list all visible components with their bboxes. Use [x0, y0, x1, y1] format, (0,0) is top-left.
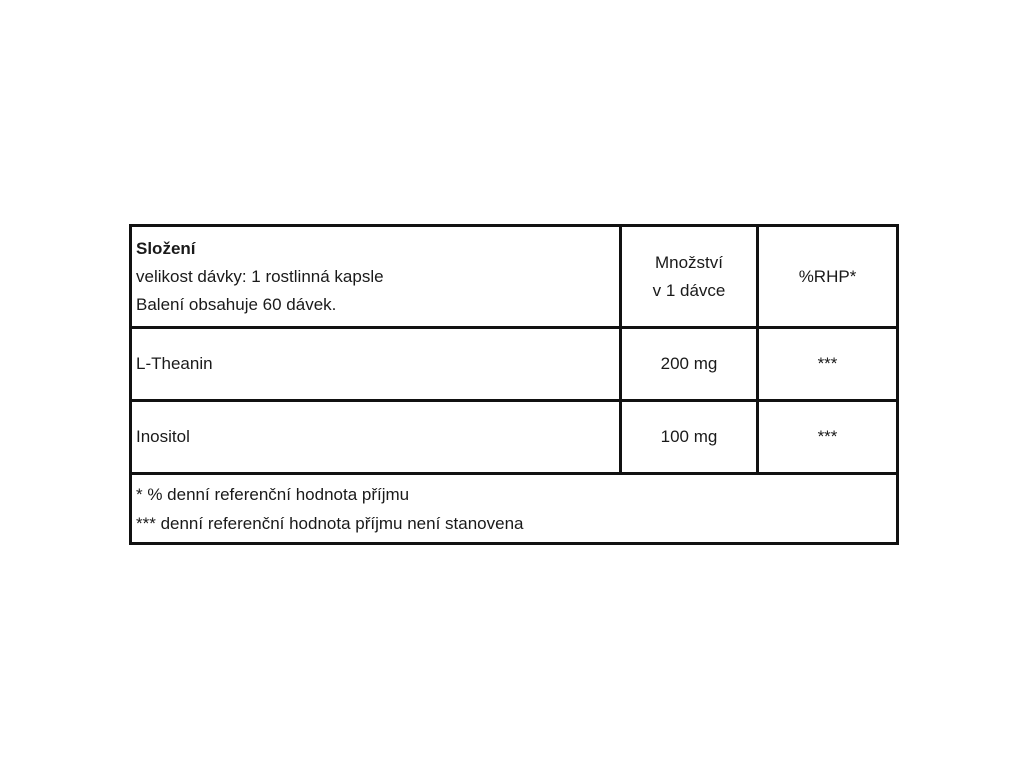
amount-header-line1: Množství [654, 252, 724, 272]
table-footer-row [131, 474, 898, 544]
ingredient-name-cell [131, 401, 621, 474]
ingredient-rhp-cell [758, 328, 898, 401]
ingredient-amount-cell [621, 401, 758, 474]
ingredient-rhp-cell [758, 401, 898, 474]
footnote-not-established: *** denní referenční hodnota příjmu není stanovena [136, 513, 524, 533]
servings-per-pack-text: Balení obsahuje 60 dávek. [136, 295, 337, 314]
ingredient-name: L-Theanin [136, 354, 213, 373]
rhp-header-cell [758, 226, 898, 328]
ingredient-name-cell [131, 328, 621, 401]
amount-header-line2: v 1 dávce [652, 280, 726, 300]
ingredient-rhp: *** [817, 354, 838, 373]
footnotes-cell [131, 474, 898, 544]
footnote-rhp: * % denní referenční hodnota příjmu [136, 484, 410, 504]
serving-size-text: velikost dávky: 1 rostlinná kapsle [136, 267, 384, 286]
table-row [131, 328, 898, 401]
header-description-cell [131, 226, 621, 328]
ingredient-amount: 100 mg [660, 427, 718, 446]
ingredient-amount: 200 mg [660, 354, 718, 373]
ingredient-rhp: *** [817, 427, 838, 446]
table-row [131, 401, 898, 474]
amount-header-cell [621, 226, 758, 328]
composition-table [129, 224, 899, 545]
rhp-header-label: %RHP* [798, 266, 857, 286]
table-header-row [131, 226, 898, 328]
ingredient-amount-cell [621, 328, 758, 401]
ingredient-name: Inositol [136, 427, 190, 446]
composition-title: Složení [136, 239, 196, 258]
